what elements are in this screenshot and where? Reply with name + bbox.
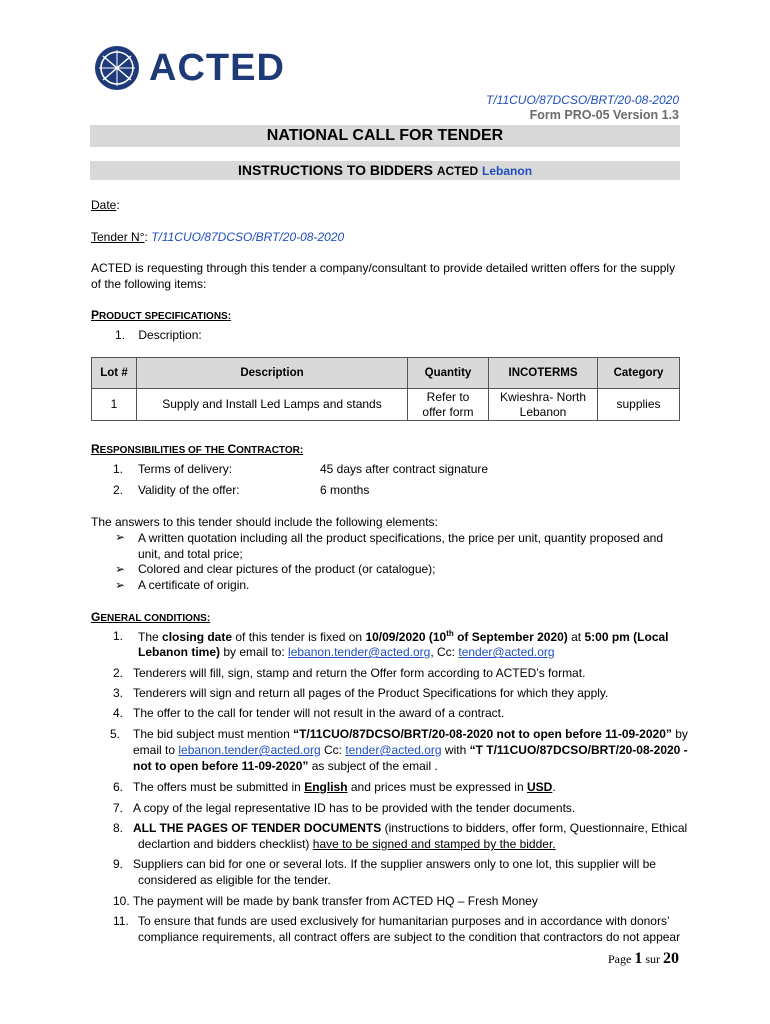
- email-link[interactable]: tender@acted.org: [345, 743, 442, 757]
- logo-text: ACTED: [149, 46, 285, 89]
- resp-num: 1.: [113, 462, 124, 476]
- product-item: [115, 328, 202, 342]
- condition-num: 10.: [113, 894, 130, 908]
- text: email to: [133, 743, 179, 757]
- condition-5-line1: [133, 727, 688, 741]
- condition-num: 4.: [113, 706, 124, 720]
- condition-9-line1: Suppliers can bid for one or several lots. If the supplier answers only to one lot, this supplier will be: [133, 857, 656, 871]
- condition-4: The offer to the call for tender will not result in the award of a contract.: [133, 706, 505, 720]
- answer-item: Colored and clear pictures of the product (or catalogue);: [138, 562, 436, 576]
- condition-num: 9.: [113, 857, 124, 871]
- page-number: 1: [634, 950, 643, 967]
- condition-num: 7.: [113, 801, 124, 815]
- text: at: [567, 630, 585, 644]
- bold-text: of September 2020): [453, 630, 568, 644]
- bold-text: English: [304, 780, 348, 794]
- page-title: NATIONAL CALL FOR TENDER: [90, 125, 680, 147]
- answer-item: A written quotation including all the product specifications, the price per unit, quantity proposed and unit, and total price;: [138, 531, 663, 561]
- resp-label: Terms of delivery:: [138, 462, 233, 476]
- table-header-quantity: Quantity: [408, 358, 489, 389]
- email-link[interactable]: lebanon.tender@acted.org: [288, 645, 431, 659]
- date-colon: :: [116, 198, 120, 212]
- condition-num: 2.: [113, 666, 124, 680]
- resp-heading-colon: :: [299, 445, 304, 456]
- condition-num: 1.: [113, 629, 124, 643]
- table-row: [92, 389, 680, 421]
- globe-logo-icon: [93, 44, 141, 92]
- condition-9-line2: considered as eligible for the tender.: [138, 873, 331, 887]
- answers-intro: The answers to this tender should include the following elements:: [91, 515, 438, 529]
- text: as subject of the email .: [308, 759, 438, 773]
- resp-heading-initial: R: [91, 442, 100, 456]
- bold-text: closing date: [162, 630, 233, 644]
- subtitle-main: INSTRUCTIONS TO BIDDERS: [237, 162, 433, 178]
- tender-label: Tender N°: [91, 230, 145, 244]
- general-heading-colon: :: [206, 613, 211, 624]
- text: The offers must be submitted in: [133, 780, 305, 794]
- spec-table: [91, 357, 680, 421]
- bold-text: ALL THE PAGES OF TENDER DOCUMENTS: [133, 821, 382, 835]
- text: by email to:: [220, 645, 289, 659]
- text: .: [552, 780, 556, 794]
- date-label: Date: [91, 198, 117, 212]
- resp-num: 2.: [113, 483, 124, 497]
- subtitle-org: ACTED: [436, 164, 479, 178]
- condition-8-line2: [138, 837, 556, 851]
- form-version: Form PRO-05 Version 1.3: [529, 108, 679, 122]
- text: and prices must be expressed in: [347, 780, 527, 794]
- condition-5-line3: [133, 759, 438, 773]
- general-conditions-heading: [91, 610, 210, 624]
- bold-text: “T/11CUO/87DCSO/BRT/20-08-2020 not to open before 11-09-2020”: [293, 727, 672, 741]
- text: of this tender is fixed on: [232, 630, 366, 644]
- text: Cc:: [320, 743, 346, 757]
- tender-number: T/11CUO/87DCSO/BRT/20-08-2020: [151, 230, 345, 244]
- condition-num: 8.: [113, 821, 124, 835]
- product-item-text: Description:: [138, 328, 202, 342]
- cell-quantity: Refer to offer form: [408, 389, 489, 421]
- text: declartion and bidders checklist): [138, 837, 313, 851]
- page-footer: [608, 950, 679, 968]
- product-spec-heading-rest: RODUCT SPECIFICATIONS: [99, 311, 228, 322]
- condition-num: 5.: [110, 727, 121, 741]
- answer-item: A certificate of origin.: [138, 578, 250, 592]
- bold-text: 10/09/2020 (10: [365, 630, 447, 644]
- cell-lot: 1: [92, 389, 137, 421]
- resp-value: 6 months: [320, 483, 370, 497]
- cell-description: Supply and Install Led Lamps and stands: [137, 389, 408, 421]
- responsibilities-heading: [91, 442, 303, 456]
- superscript: th: [446, 629, 454, 638]
- product-item-num: 1.: [115, 328, 126, 342]
- email-link[interactable]: tender@acted.org: [458, 645, 555, 659]
- responsibility-row: [113, 483, 370, 497]
- condition-10: The payment will be made by bank transfer from ACTED HQ – Fresh Money: [133, 894, 538, 908]
- tender-colon: :: [144, 230, 148, 244]
- text: by: [671, 727, 688, 741]
- email-link[interactable]: lebanon.tender@acted.org: [178, 743, 321, 757]
- text: The bid subject must mention: [133, 727, 294, 741]
- subtitle-country: Lebanon: [482, 164, 533, 178]
- bold-text: USD: [526, 780, 553, 794]
- cell-category: supplies: [598, 389, 680, 421]
- table-header-row: [92, 358, 680, 389]
- general-heading-rest: ENERAL CONDITIONS: [100, 613, 207, 624]
- product-spec-heading-colon: :: [227, 311, 232, 322]
- header-reference: T/11CUO/87DCSO/BRT/20-08-2020: [486, 93, 679, 107]
- product-spec-heading-initial: P: [91, 308, 100, 322]
- page-subtitle: [90, 161, 680, 180]
- tender-line: [91, 230, 344, 244]
- text: (instructions to bidders, offer form, Questionnaire, Ethical: [381, 821, 688, 835]
- condition-5-line2: [133, 743, 688, 757]
- general-heading-initial: G: [91, 610, 101, 624]
- text: with: [441, 743, 470, 757]
- bold-text: not to open before 11-09-2020”: [133, 759, 309, 773]
- date-line: [91, 198, 120, 212]
- text: , Cc:: [430, 645, 459, 659]
- table-header-incoterms: INCOTERMS: [489, 358, 598, 389]
- cell-incoterms: Kwieshra- North Lebanon: [489, 389, 598, 421]
- underlined-text: have to be signed and stamped by the bidder.: [312, 837, 556, 851]
- bold-text: 5:00 pm (Local: [584, 630, 669, 644]
- resp-value: 45 days after contract signature: [320, 462, 489, 476]
- bold-text: Lebanon time): [138, 645, 221, 659]
- text: The: [138, 630, 163, 644]
- condition-1-line1: [138, 629, 669, 644]
- condition-11-line1: To ensure that funds are used exclusively for humanitarian purposes and in accordance with donors’: [138, 914, 670, 928]
- condition-8-line1: [133, 821, 687, 835]
- acted-logo: [93, 44, 285, 92]
- resp-heading-end: ONTRACTOR: [236, 445, 300, 456]
- condition-11-line2: compliance requirements, all contract offers are subject to the condition that contractors do not appear: [138, 930, 681, 944]
- condition-2: Tenderers will fill, sign, stamp and return the Offer form according to ACTED’s format.: [133, 666, 586, 680]
- condition-3: Tenderers will sign and return all pages of the Product Specifications for which they apply.: [133, 686, 609, 700]
- condition-6: [133, 780, 556, 794]
- page-word: Page: [608, 952, 632, 966]
- bullet-arrow-icon: ➢: [115, 530, 126, 544]
- condition-1-line2: [138, 645, 555, 659]
- intro-paragraph: ACTED is requesting through this tender a company/consultant to provide detailed written offers for the supply of the following items:: [91, 261, 676, 291]
- resp-heading-mid: ESPONSIBILITIES OF THE: [99, 445, 225, 456]
- resp-label: Validity of the offer:: [138, 483, 240, 497]
- resp-heading-initial-2: C: [227, 442, 237, 456]
- table-header-description: Description: [137, 358, 408, 389]
- table-header-category: Category: [598, 358, 680, 389]
- table-header-lot: Lot #: [92, 358, 137, 389]
- bullet-arrow-icon: ➢: [115, 562, 126, 576]
- condition-num: 3.: [113, 686, 124, 700]
- condition-num: 11.: [113, 914, 129, 928]
- page-total: 20: [663, 950, 679, 967]
- product-spec-heading: [91, 308, 231, 322]
- bold-text: “T T/11CUO/87DCSO/BRT/20-08-2020 -: [469, 743, 688, 757]
- condition-num: 6.: [113, 780, 124, 794]
- of-word: sur: [645, 952, 660, 966]
- condition-7: A copy of the legal representative ID has to be provided with the tender documents.: [133, 801, 576, 815]
- responsibility-row: [113, 462, 489, 476]
- bullet-arrow-icon: ➢: [115, 578, 126, 592]
